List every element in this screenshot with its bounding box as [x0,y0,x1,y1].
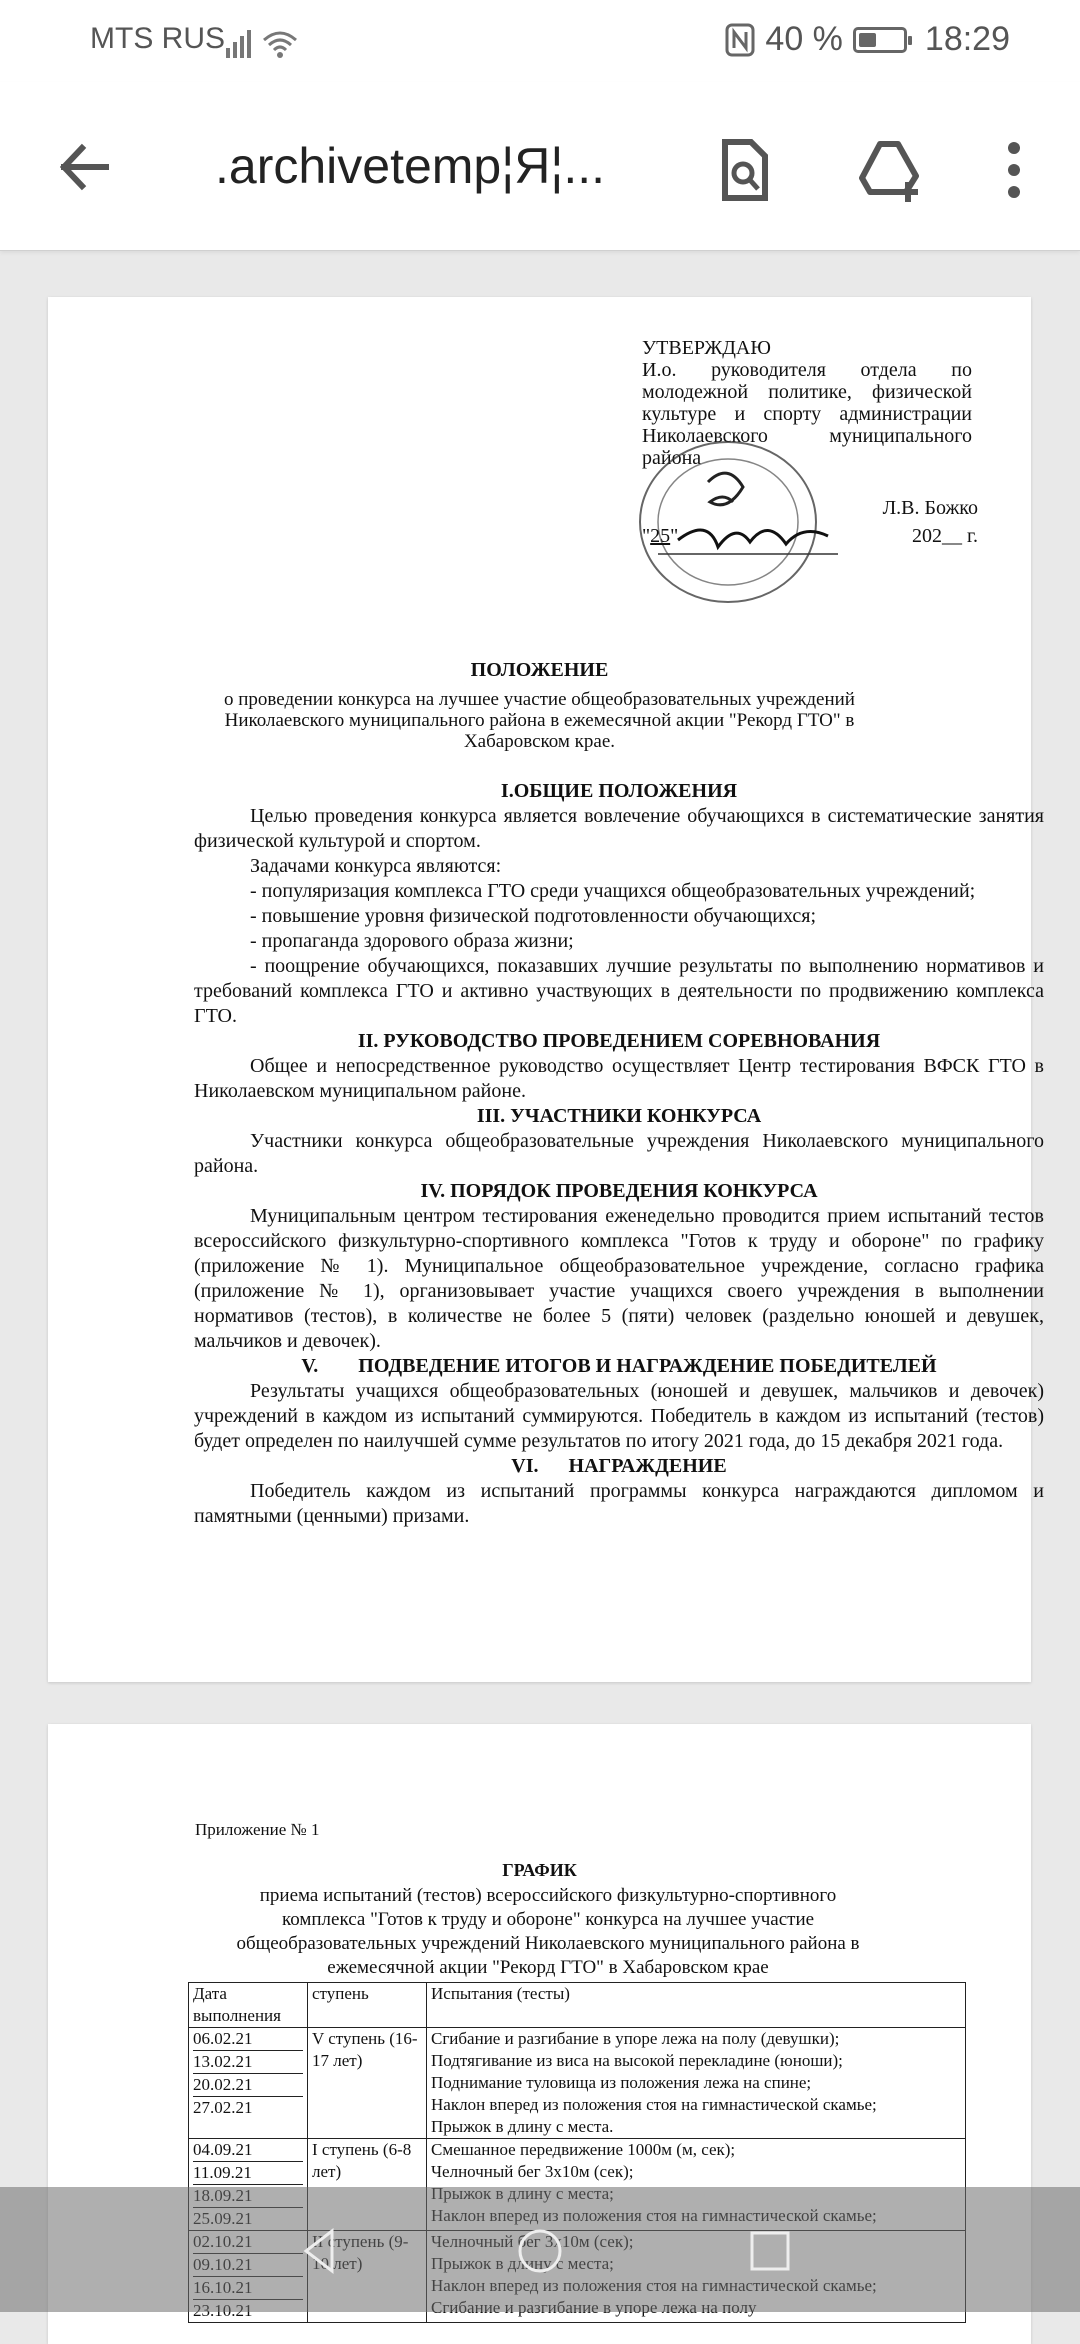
carrier-label: MTS RUS [90,22,225,55]
approval-date-row [642,525,978,548]
date-value: 06.02.21 [193,2028,303,2051]
signer-name: Л.В. Божко [882,497,978,519]
date-value: 04.09.21 [193,2139,303,2162]
more-vertical-icon[interactable] [974,130,1054,210]
document-search-icon[interactable] [705,130,785,210]
test-item: Смешанное передвижение 1000м (м, сек); [431,2140,736,2159]
table-header-row [189,1983,966,2028]
date-day: 25 [650,525,671,547]
approve-heading: УТВЕРЖДАЮ [642,337,771,359]
battery-percent: 40 % [765,20,843,58]
test-item: Наклон вперед из положения стоя на гимнастической скамье; [431,2095,877,2114]
date-cell [189,2028,308,2139]
level-cell: V ступень (16-17 лет) [308,2028,427,2139]
document-title: .archivetemp¦Я¦... [215,138,605,194]
appendix-label: Приложение № 1 [195,1820,320,1839]
section-1-heading: I.ОБЩИЕ ПОЛОЖЕНИЯ [500,780,738,802]
battery-fill [859,33,876,47]
test-item: Прыжок в длину с места. [431,2117,614,2136]
section-2-heading: II. РУКОВОДСТВО ПРОВЕДЕНИЕМ СОРЕВНОВАНИЯ [357,1030,881,1052]
section-4-paragraph: Муниципальным центром тестирования еженедельно проводится прием испытаний тестов всероссийского физкультурно-спортивного комплекса "Готов к труду и обороне" по графику (приложение № 1). Муниципальное общеобразовательное учреждение, согласно графика (приложение № 1), организовывает участие учащихся своего учреждения в выполнении нормативов (тестов), в количестве не более 5 (пяти) человек (раздельно юношей и девушек, мальчиков и девочек). [194,1205,1044,1352]
date-quote-open: " [642,525,651,547]
navigation-bar [0,2187,1080,2312]
section-3-heading: III. УЧАСТНИКИ КОНКУРСА [476,1105,762,1127]
section-4-heading: IV. ПОРЯДОК ПРОВЕДЕНИЯ КОНКУРСА [420,1180,818,1202]
col-level: ступень [308,1983,427,2028]
schedule-subtitle: приема испытаний (тестов) всероссийского физкультурно-спортивного комплекса "Готов к труду и обороне" конкурса на лучшее участие общеобразовательных учреждений Николаевского муниципального района в ежемесячной акции "Рекорд ГТО" в Хабаровском крае [236,1885,860,1978]
document-body [194,779,1044,1529]
document-heading: ПОЛОЖЕНИЕ [470,659,609,681]
nav-home-icon[interactable] [510,2221,570,2281]
date-value: 13.02.21 [193,2051,303,2074]
section-1-task-4: - поощрение обучающихся, показавших лучшие результаты по выполнению нормативов и требований комплекса ГТО и активно участвующих в деятельности по продвижению комплекса ГТО. [194,955,1044,1027]
add-to-drive-icon[interactable] [850,130,930,210]
level-cell: I ступень (6-8 лет) [308,2139,427,2231]
document-subheading: о проведении конкурса на лучшее участие общеобразовательных учреждений Николаевского муниципального района в ежемесячной акции "Рекорд ГТО" в Хабаровском крае. [224,689,855,752]
date-value: 27.02.21 [193,2098,253,2117]
date-quote-close: " [670,525,679,547]
section-1-task-1: - популяризация комплекса ГТО среди учащихся общеобразовательных учреждений; [250,880,976,902]
test-item: Челночный бег 3х10м (сек); [431,2162,634,2181]
schedule-title: ГРАФИК [502,1860,577,1880]
section-1-tasks-intro: Задачами конкурса являются: [250,855,502,877]
section-3-paragraph: Участники конкурса общеобразовательные учреждения Николаевского муниципального района. [194,1130,1044,1177]
section-5-paragraph: Результаты учащихся общеобразовательных (юношей и девушек, мальчиков и девочек) учреждений в каждом из испытаний суммируются. Победитель в каждом из испытаний (тестов) будет определен по наилучшей сумме результатов по итогу 2021 года, до 15 декабря 2021 года. [194,1380,1044,1452]
date-value: 20.02.21 [193,2074,303,2097]
section-1-task-3: - пропаганда здорового образа жизни; [250,930,574,952]
section-5-heading: V. ПОДВЕДЕНИЕ ИТОГОВ И НАГРАЖДЕНИЕ ПОБЕДИТЕЛЕЙ [301,1355,937,1377]
signal-wifi-icon [224,26,302,60]
section-6-heading: VI. НАГРАЖДЕНИЕ [511,1455,727,1477]
date-value: 11.09.21 [193,2162,303,2185]
status-right [725,20,1010,59]
approve-position: И.о. руководителя отдела по молодежной политике, физической культуре и спорту администрации Николаевского муниципального района [642,359,972,469]
document-page-1 [48,297,1044,1682]
test-item: Сгибание и разгибание в упоре лежа на полу (девушки); [431,2029,840,2048]
test-item: Поднимание туловища из положения лежа на спине; [431,2073,812,2092]
date-year: 202__ г. [912,525,978,547]
app-bar [0,82,1080,251]
col-tests: Испытания (тесты) [427,1983,966,2028]
nav-recents-icon[interactable] [740,2221,800,2281]
col-date: Дата выполнения [189,1983,308,2028]
section-1-task-2: - повышение уровня физической подготовленности обучающихся; [250,905,817,927]
tests-cell [427,2028,966,2139]
section-1-paragraph: Целью проведения конкурса является вовлечение обучающихся в систематические занятия физической культурой и спортом. [194,805,1044,852]
clock: 18:29 [924,20,1010,58]
battery-icon [853,27,907,53]
section-6-paragraph: Победитель каждом из испытаний программы конкурса награждаются дипломом и памятными (ценными) призами. [194,1480,1044,1527]
table-row [189,2028,966,2139]
test-item: Подтягивание из виса на высокой перекладине (юноши); [431,2051,843,2070]
status-bar [0,0,1080,82]
section-2-paragraph: Общее и непосредственное руководство осуществляет Центр тестирования ВФСК ГТО в Николаевском муниципальном районе. [194,1055,1044,1102]
nfc-icon [725,23,755,57]
nav-back-icon[interactable] [290,2221,350,2281]
arrow-left-icon[interactable] [50,132,120,202]
